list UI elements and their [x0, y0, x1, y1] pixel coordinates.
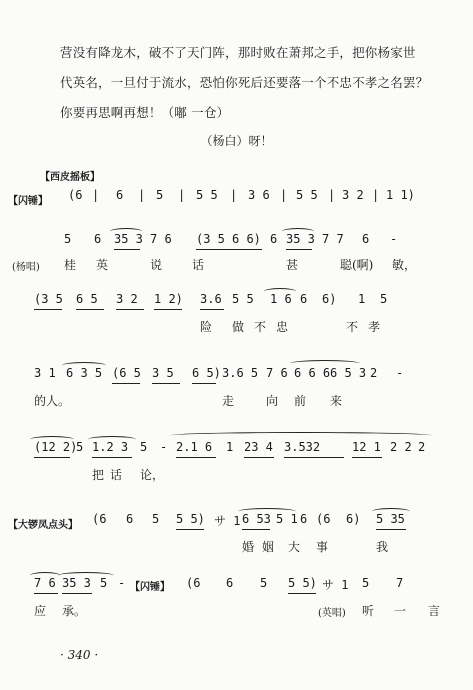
underline	[92, 457, 132, 458]
note: 1.2 3	[92, 440, 129, 454]
note: (12 2)	[34, 440, 78, 454]
lyric: 不孝	[346, 320, 391, 334]
note: 6 5)	[192, 366, 221, 380]
note: 6	[362, 232, 370, 246]
underline	[152, 383, 180, 384]
lyric: 来	[330, 394, 343, 408]
note: 5 5)	[176, 512, 205, 526]
note: 2	[418, 440, 426, 454]
note: 6 5	[76, 292, 98, 306]
barline: |	[372, 188, 380, 202]
lyric: 话	[110, 468, 123, 482]
section-label-1: 【西皮摇板】	[40, 172, 100, 183]
note: 3 6	[248, 188, 270, 202]
note: 6)	[322, 292, 337, 306]
note: 5	[76, 440, 84, 454]
note: 6	[226, 576, 234, 590]
underline	[376, 529, 406, 530]
note: 7 6	[266, 366, 288, 380]
score-row-7	[0, 576, 473, 598]
note: 1 2)	[154, 292, 183, 306]
underline	[244, 457, 274, 458]
slur	[170, 432, 432, 439]
note: (3 5	[196, 232, 225, 246]
note: 5	[380, 292, 388, 306]
lyric: 聪(啊)	[340, 258, 374, 272]
lyric: 甚	[286, 258, 299, 272]
lyric: 的人。	[34, 394, 71, 408]
underline	[352, 457, 382, 458]
slur	[62, 362, 106, 369]
note: 5 5	[232, 292, 254, 306]
lyric: 婚	[242, 540, 255, 554]
slur	[58, 572, 114, 579]
lyric: 向	[266, 394, 279, 408]
note: (6	[92, 512, 107, 526]
score-row-5	[0, 440, 473, 462]
lyric: (英唱)	[318, 608, 346, 619]
lyric: 险	[200, 320, 213, 334]
lyric: 说话	[150, 258, 235, 272]
slur	[372, 508, 410, 515]
note: 23 4	[244, 440, 273, 454]
underline	[34, 457, 70, 458]
barline: |	[92, 188, 100, 202]
prose-line-1: 营没有降龙木，破不了天门阵，那时败在萧邦之手，把你杨家世	[60, 45, 416, 60]
note: 5 1	[276, 512, 298, 526]
note: (6 5	[112, 366, 141, 380]
note: (6	[68, 188, 83, 202]
underline	[76, 309, 104, 310]
lyric: 姻	[262, 540, 275, 554]
slur	[290, 360, 360, 367]
note: 5 35	[376, 512, 405, 526]
note: 5 5	[296, 188, 318, 202]
note: -	[160, 440, 168, 454]
lyric: 敏，	[392, 258, 417, 272]
lyric: 应	[34, 604, 47, 618]
barline: |	[178, 188, 186, 202]
lyric: 走	[222, 394, 235, 408]
prose-line-2: 代英名，一旦付于流水，恐怕你死后还要落一个不忠不孝之名罢？	[60, 75, 429, 90]
note: 6	[116, 188, 124, 202]
note: 6	[126, 512, 134, 526]
underline	[34, 593, 58, 594]
lyric: 把	[92, 468, 105, 482]
note: 3 2	[342, 188, 364, 202]
lyric: 承。	[62, 604, 87, 618]
lyric: 听	[362, 604, 375, 618]
lyric: 大	[288, 540, 301, 554]
note: 6	[270, 232, 278, 246]
underline	[176, 529, 204, 530]
lyric: (杨唱)	[12, 262, 40, 273]
note: 1	[226, 440, 234, 454]
note: (3 5	[34, 292, 63, 306]
note: (6	[186, 576, 201, 590]
note: 2 2	[390, 440, 412, 454]
note: 5	[100, 576, 108, 590]
slur	[110, 228, 142, 235]
barline: |	[328, 188, 336, 202]
note: 3.532	[284, 440, 321, 454]
underline	[286, 249, 312, 250]
score-row-3	[0, 292, 473, 314]
slur	[30, 436, 74, 443]
note: 5	[140, 440, 148, 454]
note: 5	[152, 512, 160, 526]
slur	[238, 508, 296, 515]
cue-line: （杨白）呀！	[200, 134, 273, 148]
note: 35 3	[62, 576, 91, 590]
underline	[62, 593, 92, 594]
note: 7 6	[34, 576, 56, 590]
note: 5	[64, 232, 72, 246]
note: 6)	[346, 512, 361, 526]
note: 6	[94, 232, 102, 246]
lyric: 桂	[64, 258, 77, 272]
barline: |	[138, 188, 146, 202]
underline	[114, 249, 140, 250]
lyric: 言	[428, 604, 441, 618]
note: 7	[396, 576, 404, 590]
underline	[200, 309, 224, 310]
note: 2.1 6	[176, 440, 213, 454]
note: 6 6)	[232, 232, 261, 246]
lyric: 论，	[140, 468, 165, 482]
note: 3.6 5	[222, 366, 259, 380]
underline	[196, 249, 262, 250]
underline	[116, 309, 144, 310]
note: 6	[300, 512, 308, 526]
slur	[88, 436, 136, 443]
note: サ 1	[214, 514, 241, 528]
lyric: 英	[96, 258, 109, 272]
note: 1	[358, 292, 366, 306]
note: 5	[260, 576, 268, 590]
note: 6 5 3	[330, 366, 367, 380]
barline: |	[230, 188, 238, 202]
underline	[192, 383, 216, 384]
underline	[176, 457, 216, 458]
note: 5	[362, 576, 370, 590]
section-label-3: 【大锣凤点头】	[8, 520, 78, 531]
lyric: 做不忠	[232, 320, 299, 334]
lyric: 我	[376, 540, 389, 554]
note: 5 5	[196, 188, 218, 202]
note: -	[390, 232, 398, 246]
note: 3.6	[200, 292, 222, 306]
barline: |	[280, 188, 288, 202]
note: 1 1)	[386, 188, 415, 202]
section-label-2: 【闪锤】	[8, 196, 48, 207]
note: -	[118, 576, 126, 590]
lyric: 前	[294, 394, 307, 408]
lyric: 一	[394, 604, 407, 618]
score-row-4	[0, 366, 473, 388]
note: 12 1	[352, 440, 381, 454]
note: 6 3 5	[66, 366, 103, 380]
slur	[282, 228, 314, 235]
note: 5 5)	[288, 576, 317, 590]
note: 6 53	[242, 512, 271, 526]
note: 1 6	[270, 292, 292, 306]
score-row-1	[0, 188, 473, 210]
lyric: 事	[316, 540, 329, 554]
underline	[34, 309, 62, 310]
note: 35 3	[114, 232, 143, 246]
prose-line-3: 你要再思啊再想！（嘟 一仓）	[60, 105, 230, 120]
note: 7 7	[322, 232, 344, 246]
note: 5	[156, 188, 164, 202]
slur	[264, 288, 296, 295]
underline	[242, 529, 270, 530]
underline	[288, 593, 316, 594]
note: 3 5	[152, 366, 174, 380]
note: サ 1	[322, 578, 349, 592]
note: (6	[316, 512, 331, 526]
underline	[154, 309, 182, 310]
note: 3 1	[34, 366, 56, 380]
underline	[284, 457, 344, 458]
score-row-2	[0, 232, 473, 254]
slur	[30, 572, 60, 579]
note: 35 3	[286, 232, 315, 246]
note: 7 6	[150, 232, 172, 246]
note: -	[396, 366, 404, 380]
note: 2	[370, 366, 378, 380]
section-label-4: 【闪锤】	[130, 582, 170, 593]
note: 3 2	[116, 292, 138, 306]
page-number: · 340 ·	[60, 648, 99, 662]
score-row-6	[0, 512, 473, 534]
underline	[112, 383, 140, 384]
note: 6 6 6	[294, 366, 331, 380]
note: 6	[300, 292, 308, 306]
